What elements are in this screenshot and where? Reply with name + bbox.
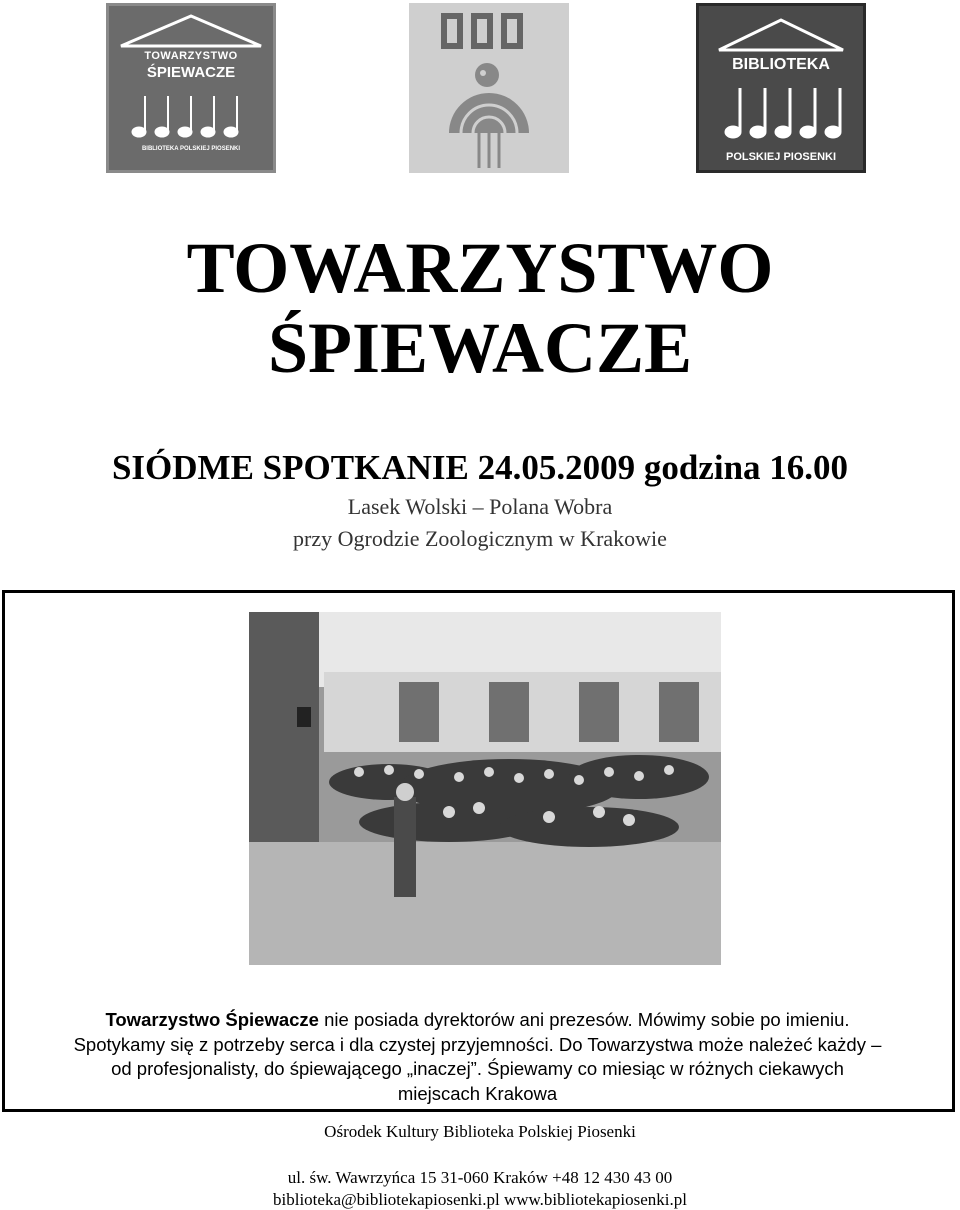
description-line3: od profesjonalisty, do śpiewającego „inaczej”. Śpiewamy co miesiąc w różnych ciekawych <box>111 1058 844 1079</box>
bird-icon <box>409 3 569 173</box>
society-name: Towarzystwo Śpiewacze <box>105 1009 319 1030</box>
title-line1: TOWARZYSTWO <box>186 228 774 308</box>
footer-organization: Ośrodek Kultury Biblioteka Polskiej Piosenki <box>324 1122 636 1141</box>
footer-address: ul. św. Wawrzyńca 15 31-060 Kraków +48 12 430 43 00 <box>287 1168 673 1187</box>
description-line2: Spotykamy się z potrzeby serca i dla czystej przyjemności. Do Towarzystwa może należeć każdy – <box>73 1033 882 1055</box>
meeting-heading: SIÓDME SPOTKANIE 24.05.2009 godzina 16.00 <box>111 448 849 487</box>
music-notes-icon <box>699 6 863 170</box>
meeting-photo <box>249 612 721 965</box>
title-line2: ŚPIEWACZE <box>267 308 693 388</box>
location-line2: przy Ogrodzie Zoologicznym w Krakowie <box>293 526 667 551</box>
audience-photo-illustration <box>249 612 721 965</box>
description <box>20 1008 935 1106</box>
logo-right-line2: POLSKIEJ PIOSENKI <box>725 151 837 163</box>
logo-left-line2: ŚPIEWACZE <box>146 64 236 81</box>
krakow-200-logo <box>409 3 569 173</box>
footer-contact-links: biblioteka@bibliotekapiosenki.pl www.bibliotekapiosenki.pl <box>273 1190 687 1209</box>
biblioteka-logo <box>696 3 866 173</box>
logo-left-line1: TOWARZYSTWO <box>144 50 238 62</box>
towarzystwo-logo <box>106 3 276 173</box>
description-line1: nie posiada dyrektorów ani prezesów. Mówimy sobie po imieniu. <box>318 1009 850 1030</box>
logo-left-line3: BIBLIOTEKA POLSKIEJ PIOSENKI <box>141 146 241 152</box>
logo-right-line1: BIBLIOTEKA <box>732 56 830 73</box>
location-line1: Lasek Wolski – Polana Wobra <box>347 494 613 519</box>
description-line4: miejscach Krakowa <box>397 1082 558 1104</box>
page-title <box>0 228 960 388</box>
